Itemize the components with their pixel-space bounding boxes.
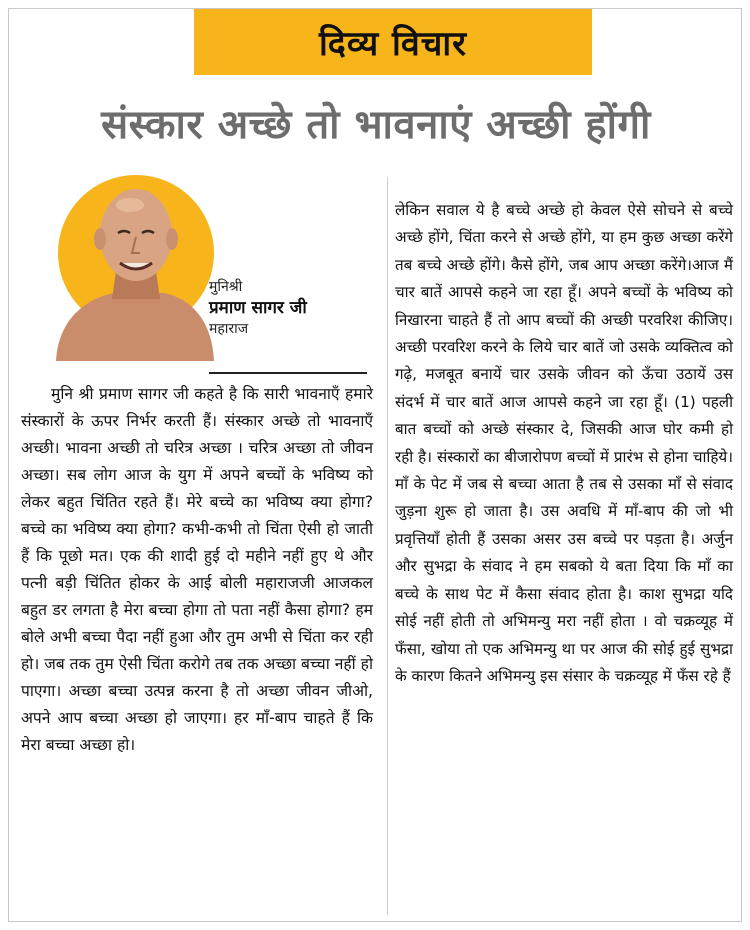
byline-divider: [209, 372, 367, 374]
section-label: दिव्य विचार: [318, 24, 468, 64]
portrait-ear-left: [94, 228, 106, 250]
article-left-column: मुनि श्री प्रमाण सागर जी कहते है कि सारी भावनाएँ हमारे संस्कारों के ऊपर निर्भर करती हैं। संस्कार अच्छे तो भावनाएँ अच्छी। भावना अच्छी तो चरित्र अच्छा । चरित्र अच्छा तो जीवन अच्छा। सब लोग आज के युग में अपने बच्चों के भविष्य को लेकर बहुत चिंतित रहते हैं। मेरे बच्चे का भविष्य क्या होगा? बच्चे का भविष्य क्या होगा? कभी-कभी तो चिंता ऐसी हो जाती हैं कि पूछो मत। एक की शादी हुई दो महीने नहीं हुए थे और पत्नी बड़ी चिंतित होकर के आई बोली महाराजजी आजकल बहुत डर लगता है मेरा बच्चा होगा तो पता नहीं कैसा होगा? हम बोले अभी बच्चा पैदा नहीं हुआ और तुम अभी से चिंता कर रही हो। जब तक तुम ऐसी चिंता करोगे तब तक अच्छा बच्चा नहीं हो पाएगा। अच्छा बच्चा उत्पन्न करना है तो अच्छा जीवन जीओ, अपने आप बच्चा अच्छा हो जाएगा। हर माँ-बाप चाहते हैं कि मेरा बच्चा अच्छा हो।: [21, 385, 373, 754]
article-right-column: लेकिन सवाल ये है बच्चे अच्छे हो केवल ऐसे सोचने से बच्चे अच्छे होंगे, चिंता करने से अच्छे होंगे, या हम कुछ अच्छा करेंगे तब बच्चे अच्छे होंगे। कैसे होंगे, जब आप अच्छा करेंगे।आज मैं चार बातें आपसे कहने जा रहा हूँ। अपने बच्चों के भविष्य को निखारना चाहते हैं तो आप बच्चों की अच्छी परवरिश कीजिए। अच्छी परवरिश करने के लिये चार बातें जो उसके व्यक्तित्व को गढ़े, मजबूत बनायें चार उसके जीवन को ऊँचा उठायें उस संदर्भ में चार बातें आज आपसे कहने जा रहा हूँ। (1) पहली बात बच्चों को अच्छे संस्कार दे, जिसकी आज घोर कमी हो रही है। संस्कारों का बीजारोपण बच्चों में प्रारंभ से होना चाहिये। माँ के पेट में जब से बच्चा आता है तब से उसका माँ से संवाद जुड़ना शुरू हो जाता है। उस अवधि में माँ-बाप की जो भी प्रवृत्तियाँ होती हैं उसका असर उस बच्चे पर पड़ता है। अर्जुन और सुभद्रा के संवाद ने हम सबको ये बता दिया कि माँ का बच्चे के साथ पेट में कैसा संवाद होता है। काश सुभद्रा यदि सोई नहीं होती तो अभिमन्यु मरा नहीं होता । वो चक्रव्यूह में फँसा, खोया तो एक अभिमन्यु था पर आज की सोई हुई सुभद्रा के कारण कितने अभिमन्यु इस संसार के चक्रव्यूह में फँस रहे हैं: [395, 201, 733, 685]
author-prefix: मुनिश्री: [209, 279, 243, 295]
author-name: प्रमाण सागर जी: [209, 298, 307, 318]
section-banner: [194, 9, 592, 75]
author-portrait: [54, 171, 214, 361]
author-byline: [209, 277, 369, 340]
author-suffix: महाराज: [209, 321, 249, 337]
newspaper-clipping: [8, 8, 742, 922]
portrait-ear-right: [166, 228, 178, 250]
column-divider: [387, 177, 388, 915]
headline: संस्कार अच्छे तो भावनाएं अच्छी होंगी: [101, 102, 651, 148]
portrait-highlight: [116, 198, 144, 212]
